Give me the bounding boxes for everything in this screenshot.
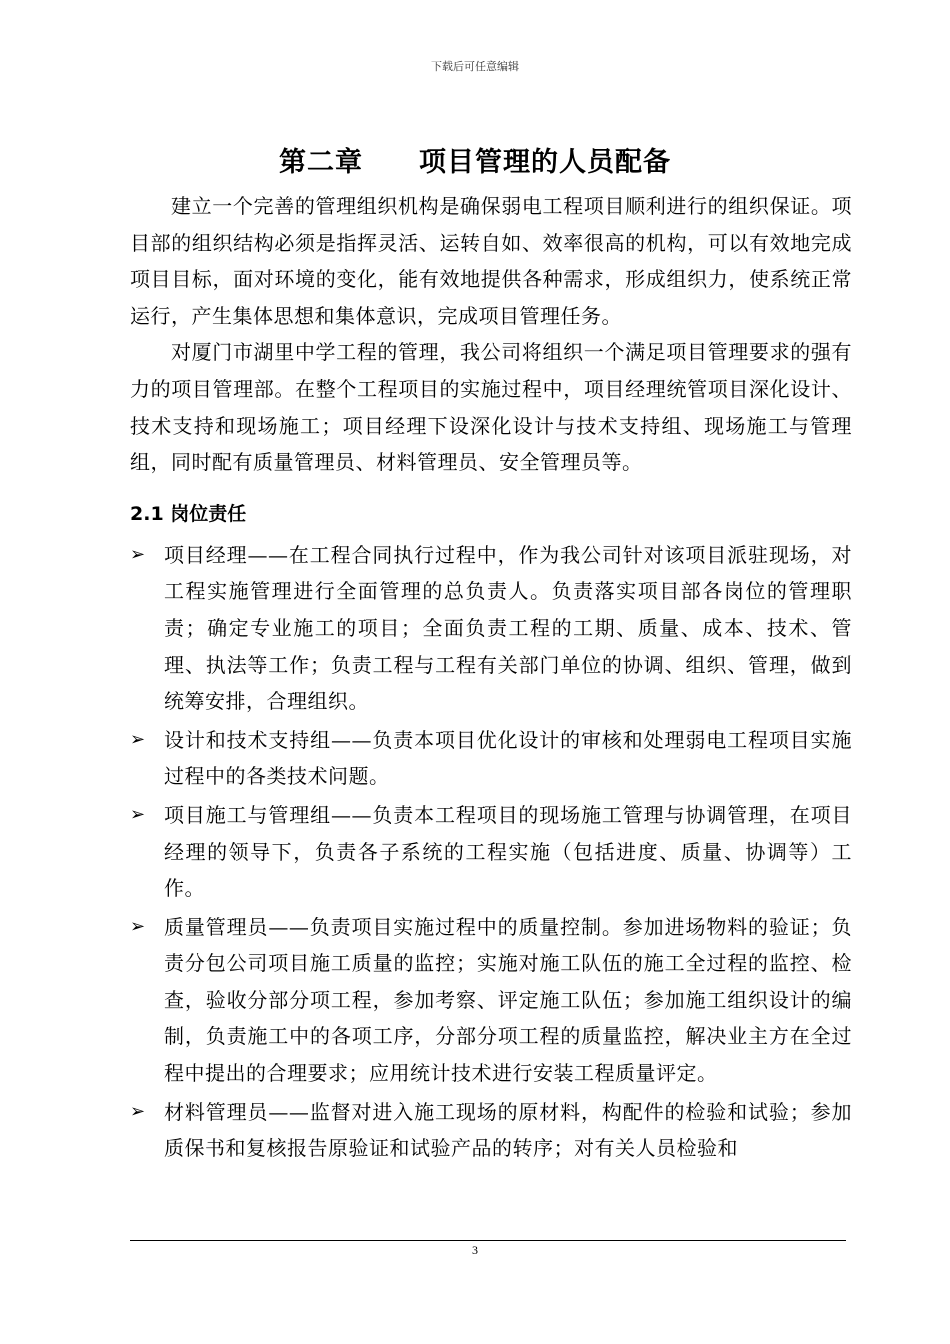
bullet-text: 设计和技术支持组——负责本项目优化设计的审核和处理弱电工程项目实施过程中的各类技术问题。 <box>164 727 852 789</box>
section-title: 2.1 岗位责任 <box>130 502 247 525</box>
bullet-text: 质量管理员——负责项目实施过程中的质量控制。参加进场物料的验证；负责分包公司项目施工质量的监控；实施对施工队伍的施工全过程的监控、检查，验收分部分项工程，参加考察、评定施工队伍；参加施工组织设计的编制，负责施工中的各项工序，分部分项工程的质量监控，解决业主方在全过程中提出的合理要求；应用统计技术进行安装工程质量评定。 <box>164 914 852 1086</box>
footer-divider <box>130 1240 846 1241</box>
bullet-item-material-manager <box>130 1094 852 1167</box>
intro-paragraph-2: 对厦门市湖里中学工程的管理，我公司将组织一个满足项目管理要求的强有力的项目管理部。在整个工程项目的实施过程中，项目经理统管项目深化设计、技术支持和现场施工；项目经理下设深化设计与技术支持组、现场施工与管理组，同时配有质量管理员、材料管理员、安全管理员等。 <box>130 340 852 475</box>
intro-paragraph-1: 建立一个完善的管理组织机构是确保弱电工程项目顺利进行的组织保证。项目部的组织结构必须是指挥灵活、运转自如、效率很高的机构，可以有效地完成项目目标，面对环境的变化，能有效地提供各种需求，形成组织力，使系统正常运行，产生集体思想和集体意识，完成项目管理任务。 <box>130 194 852 328</box>
bullet-text: 项目施工与管理组——负责本工程项目的现场施工管理与协调管理，在项目经理的领导下，负责各子系统的工程实施（包括进度、质量、协调等）工作。 <box>164 802 852 901</box>
arrow-bullet-icon: ➢ <box>130 1100 146 1122</box>
bullet-text: 项目经理——在工程合同执行过程中，作为我公司针对该项目派驻现场，对工程实施管理进行全面管理的总负责人。负责落实项目部各岗位的管理职责；确定专业施工的项目；全面负责工程的工期、质量、成本、技术、管理、执法等工作；负责工程与工程有关部门单位的协调、组织、管理，做到统筹安排，合理组织。 <box>164 542 852 714</box>
arrow-bullet-icon: ➢ <box>130 915 146 937</box>
arrow-bullet-icon: ➢ <box>130 803 146 825</box>
bullet-item-construction-management <box>130 797 852 907</box>
arrow-bullet-icon: ➢ <box>130 728 146 750</box>
arrow-bullet-icon: ➢ <box>130 543 146 565</box>
bullet-item-quality-manager <box>130 909 852 1092</box>
bullet-item-project-manager <box>130 537 852 720</box>
bullet-text: 材料管理员——监督对进入施工现场的原材料，构配件的检验和试验；参加质保书和复核报告原验证和试验产品的转序；对有关人员检验和 <box>164 1099 852 1161</box>
header-note: 下载后可任意编辑 <box>431 60 519 73</box>
document-body <box>130 188 852 1169</box>
page-number: 3 <box>472 1243 478 1257</box>
chapter-title: 第二章 项目管理的人员配备 <box>279 147 671 178</box>
bullet-item-design-support <box>130 722 852 795</box>
